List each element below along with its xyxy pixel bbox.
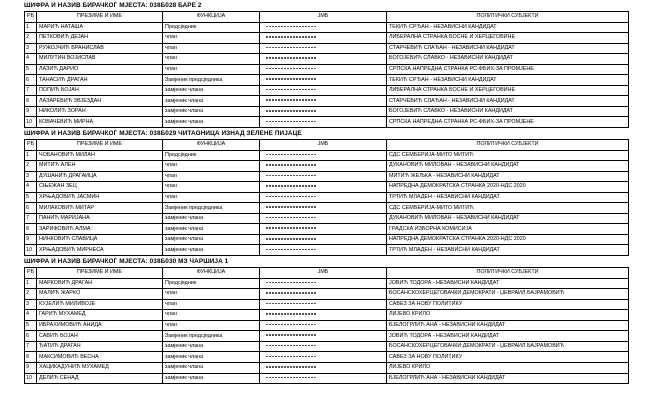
cell-party: ЛИЈЕВО КРИЛО <box>387 362 629 373</box>
cell-jmb-redacted <box>260 33 387 44</box>
cell-rb: 1 <box>25 150 37 161</box>
table-row <box>25 278 629 289</box>
redaction-mark <box>266 68 316 70</box>
redaction-mark <box>266 206 316 208</box>
cell-rb: 4 <box>25 54 37 65</box>
cell-jmb-redacted <box>260 75 387 86</box>
cell-rb: 2 <box>25 33 37 44</box>
cell-function: члан <box>163 310 260 321</box>
cell-name: ТАНАСИЋ ДРАГАН <box>37 75 163 86</box>
cell-party: ДУКАНОВИЋ МИЛОВАН - НЕЗАВИСНИ КАНДИДАТ <box>387 213 629 224</box>
redaction-mark <box>266 345 316 347</box>
cell-party: ЈОВИЋ ТОДОРА - НЕЗАВИСНИ КАНДИДАТ <box>387 278 629 289</box>
cell-name: ПАНИЋ МАРИЈАНА <box>37 213 163 224</box>
cell-party: БОСАНСКОХЕРЦЕГОВАЧКИ ДЕМОКРАТИ - ЏЕВРАИЛ БАЈРАМОВИЋ <box>387 289 629 300</box>
cell-name: ЂАТИЋ ДРАГАН <box>37 341 163 352</box>
header-function: ФУНКЦИЈА <box>163 12 260 23</box>
cell-jmb-redacted <box>260 43 387 54</box>
cell-party: ТЕКИЋ СРЂАН - НЕЗАВИСНИ КАНДИДАТ <box>387 22 629 33</box>
table-row <box>25 96 629 107</box>
table-row <box>25 331 629 342</box>
table-row <box>25 245 629 256</box>
cell-party: ТРТИЋ МЛАДЕН - НЕЗАВИСНИ КАНДИДАТ <box>387 245 629 256</box>
cell-jmb-redacted <box>260 331 387 342</box>
cell-rb: 5 <box>25 192 37 203</box>
header-party: ПОЛИТИЧКИ СУБЈЕКТИ <box>387 12 629 23</box>
cell-name: РУЖОЈЧИЋ БРАНИСЛАВ <box>37 43 163 54</box>
cell-jmb-redacted <box>260 320 387 331</box>
cell-party: ЈОВИЋ ТОДОРА - НЕЗАВИСНИ КАНДИДАТ <box>387 331 629 342</box>
cell-function: члан <box>163 299 260 310</box>
cell-function: замјеник члана <box>163 224 260 235</box>
cell-jmb-redacted <box>260 224 387 235</box>
cell-rb: 7 <box>25 85 37 96</box>
cell-jmb-redacted <box>260 245 387 256</box>
cell-function: члан <box>163 192 260 203</box>
cell-party: СТАРЧЕВИЋ СЛАЂАН - НЕЗАВИСНИ КАНДИДАТ <box>387 43 629 54</box>
redaction-mark <box>266 26 316 28</box>
cell-rb: 10 <box>25 245 37 256</box>
cell-rb: 7 <box>25 341 37 352</box>
redaction-mark <box>266 89 316 91</box>
cell-jmb-redacted <box>260 150 387 161</box>
cell-jmb-redacted <box>260 96 387 107</box>
cell-jmb-redacted <box>260 64 387 75</box>
table-row <box>25 362 629 373</box>
table-row <box>25 150 629 161</box>
header-jmb: ЈМБ <box>260 12 387 23</box>
cell-function: замјеник члана <box>163 213 260 224</box>
cell-rb: 6 <box>25 203 37 214</box>
cell-party: БОГОЈЕВИЋ СЛАВКО - НЕЗАВИСНИ КАНДИДАТ <box>387 54 629 65</box>
cell-rb: 1 <box>25 22 37 33</box>
table-row <box>25 171 629 182</box>
redaction-mark <box>266 356 316 358</box>
cell-name: ДЕЛИЋ СЕНАД <box>37 373 163 384</box>
header-name: ПРЕЗИМЕ И ИМЕ <box>37 12 163 23</box>
cell-rb: 5 <box>25 64 37 75</box>
cell-function: замјеник члана <box>163 362 260 373</box>
redaction-mark <box>266 377 316 379</box>
cell-function: члан <box>163 43 260 54</box>
cell-jmb-redacted <box>260 289 387 300</box>
polling-station-section <box>24 128 628 256</box>
cell-party: ЛИБЕРАЛНА СТРАНКА БОСНЕ И ХЕРЦЕГОВИНЕ <box>387 85 629 96</box>
table-header-row <box>25 268 629 279</box>
header-jmb: ЈМБ <box>260 140 387 151</box>
table-row <box>25 373 629 384</box>
redaction-mark <box>266 324 316 326</box>
cell-rb: 9 <box>25 234 37 245</box>
redaction-mark <box>266 185 316 187</box>
cell-party: СРПСКА НАПРЕДНА СТРАНКА РС-ФБИХ-ЗА ПРОМЈЕНЕ <box>387 117 629 128</box>
cell-party: ГРАДСКА ИЗБОРНА КОМИСИЈА <box>387 224 629 235</box>
sections-container <box>24 0 628 384</box>
cell-jmb-redacted <box>260 22 387 33</box>
cell-jmb-redacted <box>260 117 387 128</box>
cell-name: ЛАЗАРЕВИЋ ЗВЈЕЗДАН <box>37 96 163 107</box>
polling-station-section <box>24 0 628 128</box>
table-row <box>25 299 629 310</box>
table-row <box>25 33 629 44</box>
cell-rb: 9 <box>25 106 37 117</box>
cell-function: члан <box>163 54 260 65</box>
cell-jmb-redacted <box>260 171 387 182</box>
table-row <box>25 106 629 117</box>
redaction-mark <box>266 282 316 284</box>
cell-party: ДУКАНОВИЋ МИЛОВАН - НЕЗАВИСНИ КАНДИДАТ <box>387 161 629 172</box>
cell-name: КУЈЕЛИЋ МИЛИВОЈЕ <box>37 299 163 310</box>
table-row <box>25 234 629 245</box>
cell-function: замјеник члана <box>163 373 260 384</box>
cell-jmb-redacted <box>260 310 387 321</box>
redaction-mark <box>266 227 316 229</box>
cell-jmb-redacted <box>260 373 387 384</box>
table-row <box>25 54 629 65</box>
table-row <box>25 161 629 172</box>
committee-table <box>24 11 629 128</box>
cell-function: члан <box>163 289 260 300</box>
committee-table <box>24 267 629 384</box>
committee-table <box>24 139 629 256</box>
cell-name: КОВАЧЕВИЋ МИРНА <box>37 117 163 128</box>
cell-rb: 2 <box>25 289 37 300</box>
cell-function: замјеник члана <box>163 96 260 107</box>
cell-name: СЊЕЖАН ЗЕЦ <box>37 182 163 193</box>
cell-party: НАПРЕДНА ДЕМОКРАТСКА СТРАНКА 2020-НДС 2020 <box>387 182 629 193</box>
cell-name: НИНКОВИЋ СЛАВИЦА <box>37 234 163 245</box>
redaction-mark <box>266 175 316 177</box>
cell-rb: 3 <box>25 171 37 182</box>
cell-function: члан <box>163 161 260 172</box>
polling-station-section <box>24 256 628 384</box>
redaction-mark <box>266 366 316 368</box>
cell-party: ЛИЈЕВО КРИЛО <box>387 310 629 321</box>
cell-rb: 8 <box>25 352 37 363</box>
header-rb: РБ <box>25 140 37 151</box>
cell-name: МИТИЋ АЛЕН <box>37 161 163 172</box>
table-row <box>25 75 629 86</box>
cell-jmb-redacted <box>260 54 387 65</box>
table-row <box>25 117 629 128</box>
cell-jmb-redacted <box>260 192 387 203</box>
section-title: ШИФРА И НАЗИВ БИРАЧКОГ МЈЕСТА: 038Б030 МЗ ЧАРШИЈА 1 <box>24 258 229 266</box>
redaction-mark <box>266 47 316 49</box>
cell-rb: 10 <box>25 373 37 384</box>
redaction-mark <box>266 99 316 101</box>
table-row <box>25 22 629 33</box>
cell-party: СТАРЧЕВИЋ СЛАЂАН - НЕЗАВИСНИ КАНДИДАТ <box>387 96 629 107</box>
cell-rb: 7 <box>25 213 37 224</box>
redaction-mark <box>266 154 316 156</box>
redaction-mark <box>266 303 316 305</box>
header-function: ФУНКЦИЈА <box>163 268 260 279</box>
redaction-mark <box>266 249 316 251</box>
cell-function: члан <box>163 64 260 75</box>
cell-party: СДС СЕМБЕРИЈА-МИТО МИТИЋ <box>387 203 629 214</box>
redaction-mark <box>266 36 316 38</box>
cell-name: ЗАРИФОВИЋ АЛМА <box>37 224 163 235</box>
cell-rb: 3 <box>25 43 37 54</box>
cell-party: СРПСКА НАПРЕДНА СТРАНКА РС-ФБИХ-ЗА ПРОМЈЕНЕ <box>387 64 629 75</box>
cell-function: замјеник члана <box>163 117 260 128</box>
cell-jmb-redacted <box>260 213 387 224</box>
table-row <box>25 182 629 193</box>
cell-jmb-redacted <box>260 278 387 289</box>
section-title: ШИФРА И НАЗИВ БИРАЧКОГ МЈЕСТА: 038Б029 ЧИТАОНИЦА ИЗНАД ЗЕЛЕНЕ ПИЈАЦЕ <box>24 130 302 138</box>
cell-jmb-redacted <box>260 341 387 352</box>
cell-name: ПОПИЋ БОЈАН <box>37 85 163 96</box>
cell-name: ДУШАНИЋ ДРАГАИЦА <box>37 171 163 182</box>
cell-function: члан <box>163 320 260 331</box>
cell-name: САВИЋ БОЈАН <box>37 331 163 342</box>
header-name: ПРЕЗИМЕ И ИМЕ <box>37 268 163 279</box>
cell-rb: 8 <box>25 96 37 107</box>
cell-function: Предсједник <box>163 22 260 33</box>
cell-rb: 4 <box>25 182 37 193</box>
cell-rb: 1 <box>25 278 37 289</box>
cell-party: НАПРЕДНА ДЕМОКРАТСКА СТРАНКА 2020-НДС 2020 <box>387 234 629 245</box>
redaction-mark <box>266 196 316 198</box>
table-row <box>25 289 629 300</box>
cell-party: МИТИЋ ЖЕЉКА - НЕЗАВИСНИ КАНДИДАТ <box>387 171 629 182</box>
cell-name: ПЕТКОВИЋ ДЕЈАН <box>37 33 163 44</box>
cell-name: МИЛАКОВИЋ МИТАР <box>37 203 163 214</box>
cell-name: МАКСИМОВИЋ ВЕСНА <box>37 352 163 363</box>
cell-function: члан <box>163 171 260 182</box>
cell-function: замјеник члана <box>163 234 260 245</box>
cell-function: члан <box>163 33 260 44</box>
header-rb: РБ <box>25 268 37 279</box>
table-row <box>25 43 629 54</box>
cell-party: БОСАНСКОХЕРЦЕГОВАЧКИ ДЕМОКРАТИ - ЏЕВРАИЛ БАЈРАМОВИЋ <box>387 341 629 352</box>
cell-jmb-redacted <box>260 362 387 373</box>
table-row <box>25 352 629 363</box>
table-row <box>25 320 629 331</box>
cell-function: члан <box>163 182 260 193</box>
cell-name: ХРЊАДОВИЋ ЈАСМИН <box>37 192 163 203</box>
cell-rb: 5 <box>25 320 37 331</box>
table-row <box>25 224 629 235</box>
cell-function: Замјеник предсједника <box>163 331 260 342</box>
redaction-mark <box>266 217 316 219</box>
redaction-mark <box>266 57 316 59</box>
document-page <box>24 0 628 384</box>
redaction-mark <box>266 164 316 166</box>
cell-jmb-redacted <box>260 352 387 363</box>
redaction-mark <box>266 78 316 80</box>
cell-name: ЛАЗИЋ ДАРИО <box>37 64 163 75</box>
cell-name: МАЛИЋ ЖАРКО <box>37 289 163 300</box>
cell-party: САВЕЗ ЗА НОВУ ПОЛИТИКУ <box>387 299 629 310</box>
cell-rb: 6 <box>25 75 37 86</box>
cell-function: замјеник члана <box>163 85 260 96</box>
cell-rb: 10 <box>25 117 37 128</box>
cell-name: ХАЦИКАДУНИЋ МУХАМЕД <box>37 362 163 373</box>
redaction-mark <box>266 292 316 294</box>
header-party: ПОЛИТИЧКИ СУБЈЕКТИ <box>387 140 629 151</box>
redaction-mark <box>266 334 316 336</box>
cell-name: МАРКОВИЋ ДРАГАН <box>37 278 163 289</box>
cell-rb: 8 <box>25 224 37 235</box>
cell-party: ТЕКИЋ СРЂАН - НЕЗАВИСНИ КАНДИДАТ <box>387 75 629 86</box>
cell-jmb-redacted <box>260 203 387 214</box>
cell-function: замјеник члана <box>163 106 260 117</box>
cell-jmb-redacted <box>260 85 387 96</box>
cell-jmb-redacted <box>260 161 387 172</box>
header-name: ПРЕЗИМЕ И ИМЕ <box>37 140 163 151</box>
cell-function: Предсједник <box>163 278 260 289</box>
table-row <box>25 85 629 96</box>
header-party: ПОЛИТИЧКИ СУБЈЕКТИ <box>387 268 629 279</box>
cell-name: МАРИЋ НАТАША <box>37 22 163 33</box>
cell-party: САВЕЗ ЗА НОВУ ПОЛИТИКУ <box>387 352 629 363</box>
cell-function: замјеник члана <box>163 245 260 256</box>
table-row <box>25 203 629 214</box>
cell-jmb-redacted <box>260 106 387 117</box>
header-rb: РБ <box>25 12 37 23</box>
cell-name: ЧОБАНОВИЋ МИЛАН <box>37 150 163 161</box>
cell-rb: 2 <box>25 161 37 172</box>
table-header-row <box>25 140 629 151</box>
cell-name: НИКОЛИЋ ЗОРАН <box>37 106 163 117</box>
redaction-mark <box>266 313 316 315</box>
cell-name: ГАРИЋ МУХАМЕД <box>37 310 163 321</box>
cell-rb: 4 <box>25 310 37 321</box>
cell-name: ХРЊАДОВИЋ МИРНЕСА <box>37 245 163 256</box>
cell-party: БОГОЈЕВИЋ СЛАВКО - НЕЗАВИСНИ КАНДИДАТ <box>387 106 629 117</box>
cell-function: замјеник члана <box>163 341 260 352</box>
cell-name: МИЛУТИН ВОЈИСЛАВ <box>37 54 163 65</box>
cell-party: СДС СЕМБЕРИЈА-МИТО МИТИЋ <box>387 150 629 161</box>
cell-party: ЛИБЕРАЛНА СТРАНКА БОСНЕ И ХЕРЦЕГОВИНЕ <box>387 33 629 44</box>
cell-party: БЈЕЛОГРЛИЋ АНА - НЕЗАВИСНИ КАНДИДАТ <box>387 373 629 384</box>
cell-rb: 3 <box>25 299 37 310</box>
cell-name: ИБРАХИМОВИЋ АНИДА <box>37 320 163 331</box>
cell-function: Замјеник предсједника <box>163 75 260 86</box>
header-jmb: ЈМБ <box>260 268 387 279</box>
header-function: ФУНКЦИЈА <box>163 140 260 151</box>
redaction-mark <box>266 121 316 123</box>
cell-party: ТРТИЋ МЛАДЕН - НЕЗАВИСНИ КАНДИДАТ <box>387 192 629 203</box>
redaction-mark <box>266 238 316 240</box>
cell-jmb-redacted <box>260 182 387 193</box>
table-row <box>25 341 629 352</box>
table-row <box>25 64 629 75</box>
table-row <box>25 310 629 321</box>
cell-rb: 6 <box>25 331 37 342</box>
cell-function: Замјеник предсједника <box>163 203 260 214</box>
cell-function: Предсједник <box>163 150 260 161</box>
table-row <box>25 213 629 224</box>
cell-rb: 9 <box>25 362 37 373</box>
cell-jmb-redacted <box>260 234 387 245</box>
table-row <box>25 192 629 203</box>
cell-function: замјеник члана <box>163 352 260 363</box>
redaction-mark <box>266 110 316 112</box>
section-title: ШИФРА И НАЗИВ БИРАЧКОГ МЈЕСТА: 038Б028 БАРЕ 2 <box>24 2 202 9</box>
table-header-row <box>25 12 629 23</box>
cell-party: БЈЕЛОГРЛИЋ АНА - НЕЗАВИСНИ КАНДИДАТ <box>387 320 629 331</box>
cell-jmb-redacted <box>260 299 387 310</box>
